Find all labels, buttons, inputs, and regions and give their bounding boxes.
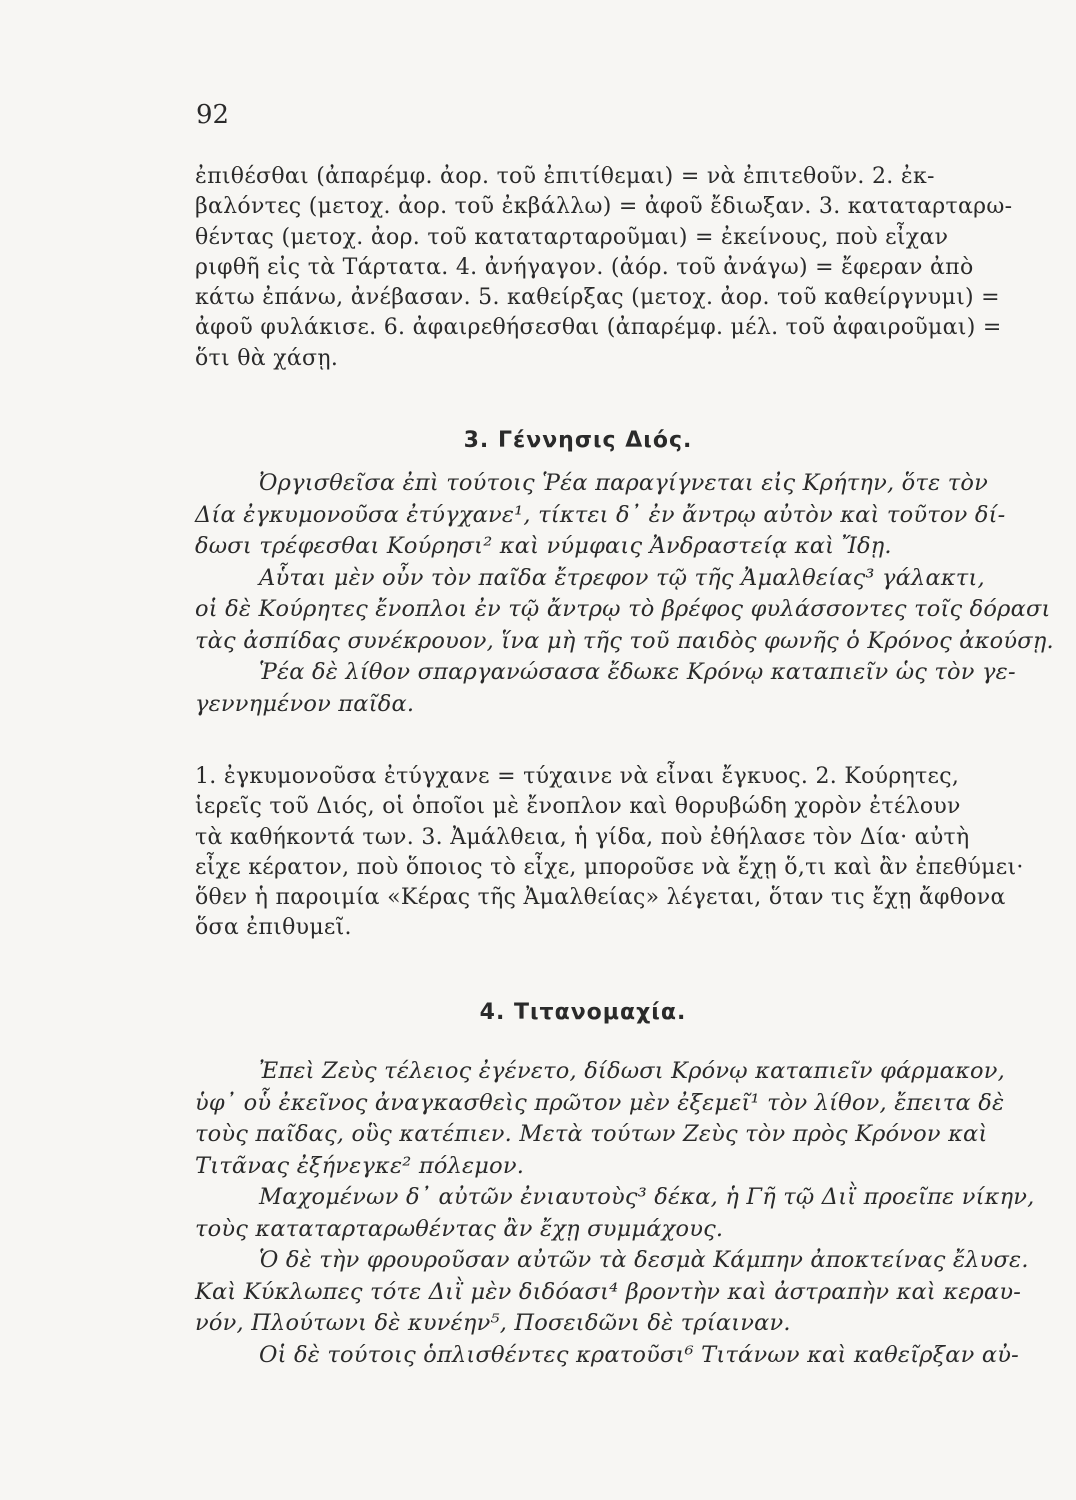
footnote-line: ἀφοῦ φυλάκισε. 6. ἀφαιρεθήσεσθαι (ἀπαρέμφ. μέλ. τοῦ ἀφαιροῦμαι) = [195, 315, 1002, 341]
text-line: τοὺς παῖδας, οὓς κατέπιεν. Μετὰ τούτων Ζεὺς τὸν πρὸς Κρόνον καὶ [195, 1121, 988, 1147]
text-line: Ῥέα δὲ λίθον σπαργανώσασα ἔδωκε Κρόνῳ καταπιεῖν ὡς τὸν γε- [259, 659, 1016, 685]
footnote-line: ἱερεῖς τοῦ Διός, οἱ ὁποῖοι μὲ ἔνοπλον καὶ θορυβώδη χορὸν ἐτέλουν [195, 794, 961, 820]
text-line: τοὺς καταταρταρωθέντας ἂν ἔχῃ συμμάχους. [195, 1215, 724, 1242]
section-heading-birth-of-zeus: 3. Γέννησις Διός. [463, 428, 693, 453]
footnote-line: κάτω ἐπάνω, ἀνέβασαν. 5. καθείρξας (μετοχ. ἀορ. τοῦ καθείργνυμι) = [195, 285, 1000, 311]
footnotes-section-2 [195, 162, 1015, 374]
footnote-line: 1. ἐγκυμονοῦσα ἐτύγχανε = τύχαινε νὰ εἶναι ἔγκυος. 2. Κούρητες, [195, 764, 960, 789]
footnote-line: ριφθῆ εἰς τὰ Τάρτατα. 4. ἀνήγαγον. (ἀόρ. τοῦ ἀνάγω) = ἔφεραν ἀπὸ [195, 254, 974, 280]
section-heading-titanomachy: 4. Τιτανομαχία. [479, 1000, 687, 1025]
text-line: οἱ δὲ Κούρητες ἔνοπλοι ἐν τῷ ἄντρῳ τὸ βρέφος φυλάσσοντες τοῖς δόρασι [195, 596, 1051, 622]
text-line: Ὀργισθεῖσα ἐπὶ τούτοις Ῥέα παραγίγνεται εἰς Κρήτην, ὅτε τὸν [259, 470, 988, 496]
footnote-line: ἐπιθέσθαι (ἀπαρέμφ. ἀορ. τοῦ ἐπιτίθεμαι) = νὰ ἐπιτεθοῦν. 2. ἐκ- [195, 164, 935, 189]
text-line: Ἐπεὶ Ζεὺς τέλειος ἐγένετο, δίδωσι Κρόνῳ καταπιεῖν φάρμακον, [259, 1058, 1005, 1084]
page-number: 92 [196, 100, 230, 130]
footnote-line: βαλόντες (μετοχ. ἀορ. τοῦ ἐκβάλλω) = ἀφοῦ ἔδιωξαν. 3. καταταρταρω- [195, 194, 1013, 220]
footnote-line: εἶχε κέρατον, ποὺ ὅποιος τὸ εἶχε, μποροῦσε νὰ ἔχῃ ὅ,τι καὶ ἂν ἐπεθύμει· [195, 854, 1024, 880]
footnote-line: ὅσα ἐπιθυμεῖ. [195, 915, 352, 941]
text-line: Μαχομένων δ᾽ αὐτῶν ἐνιαυτοὺς³ δέκα, ἡ Γῆ τῷ Διῒ προεῖπε νίκην, [259, 1184, 1035, 1210]
text-line: Δία ἐγκυμονοῦσα ἐτύγχανε¹, τίκτει δ᾽ ἐν ἄντρῳ αὐτὸν καὶ τοῦτον δί- [195, 501, 1006, 528]
text-line: ὑφ᾽ οὗ ἐκεῖνος ἀναγκασθεὶς πρῶτον μὲν ἐξεμεῖ¹ τὸν λίθον, ἔπειτα δὲ [195, 1089, 1005, 1116]
text-line: Καὶ Κύκλωπες τότε Διῒ μὲν διδόασι⁴ βροντὴν καὶ ἀστραπὴν καὶ κεραυ- [195, 1278, 1022, 1305]
footnotes-section-3 [195, 762, 1024, 944]
text-line: Αὗται μὲν οὖν τὸν παῖδα ἔτρεφον τῷ τῆς Ἀμαλθείας³ γάλακτι, [259, 564, 985, 591]
text-line: νόν, Πλούτωνι δὲ κυνέην⁵, Ποσειδῶνι δὲ τρίαιναν. [195, 1310, 791, 1336]
text-line: δωσι τρέφεσθαι Κούρησι² καὶ νύμφαις Ἀνδραστείᾳ καὶ Ἴδῃ. [195, 533, 892, 559]
section-3-text [195, 468, 1054, 720]
text-line: Ὁ δὲ τὴν φρουροῦσαν αὐτῶν τὰ δεσμὰ Κάμπην ἀποκτείνας ἔλυσε. [259, 1247, 1029, 1273]
text-line: γεννημένον παῖδα. [195, 690, 415, 717]
footnote-line: ὅθεν ἡ παροιμία «Κέρας τῆς Ἀμαλθείας» λέγεται, ὅταν τις ἔχῃ ἄφθονα [195, 885, 1006, 911]
footnote-line: θέντας (μετοχ. ἀορ. τοῦ καταταρταροῦμαι) = ἐκείνους, ποὺ εἶχαν [195, 224, 949, 250]
text-line: Οἱ δὲ τούτοις ὁπλισθέντες κρατοῦσι⁶ Τιτάνων καὶ καθεῖρξαν αὐ- [259, 1341, 1019, 1368]
footnote-line: τὰ καθήκοντά των. 3. Ἀμάλθεια, ἡ γίδα, ποὺ ἐθήλασε τὸν Δία· αὐτὴ [195, 824, 970, 850]
text-line: τὰς ἀσπίδας συνέκρουον, ἵνα μὴ τῆς τοῦ παιδὸς φωνῆς ὁ Κρόνος ἀκούσῃ. [195, 627, 1054, 654]
section-4-text [195, 1056, 1035, 1371]
text-line: Τιτᾶνας ἐξήνεγκε² πόλεμον. [195, 1152, 525, 1179]
footnote-line: ὅτι θὰ χάσῃ. [195, 345, 339, 371]
